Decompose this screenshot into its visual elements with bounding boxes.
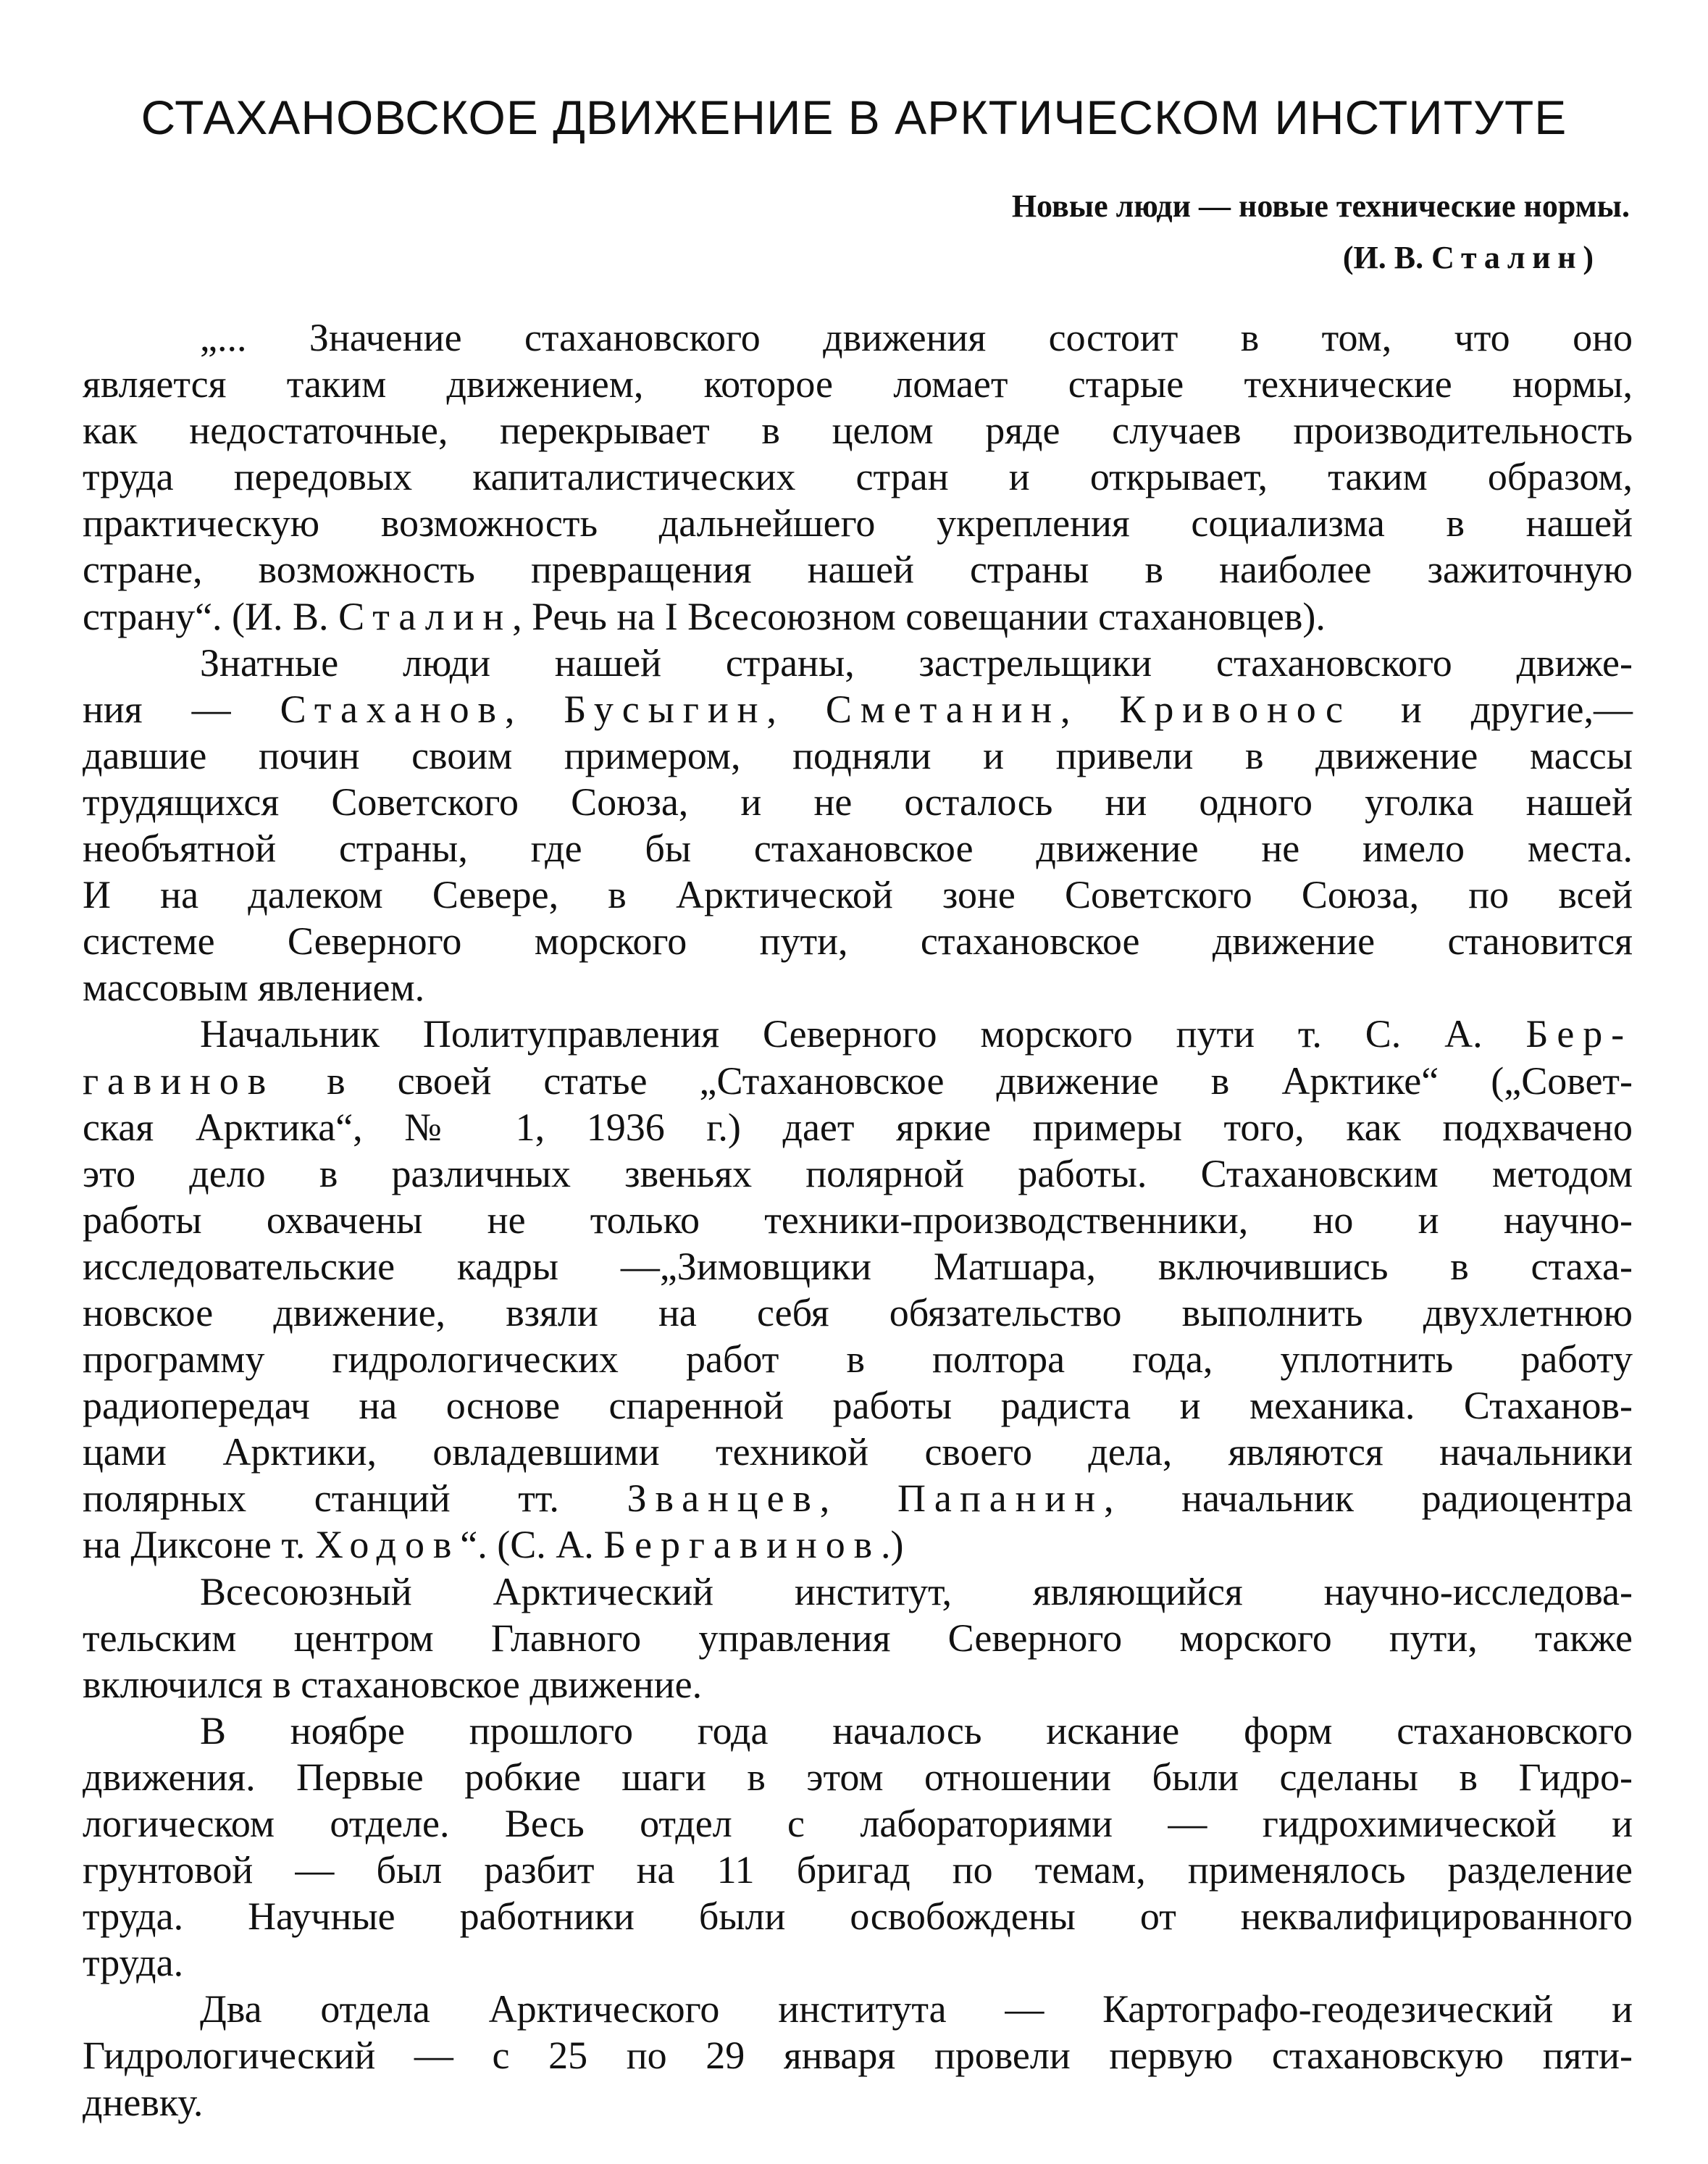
text-segment: ,: [1060, 687, 1120, 731]
text-segment: Начальник Политуправления Северного морского пути т. С. А.: [200, 1012, 1526, 1056]
text-segment: Два отдела Арктического института — Картографо-геодезический и: [200, 1987, 1633, 2031]
text-line: [83, 1382, 1633, 1429]
emphasized-text: Бусыгин: [564, 687, 767, 731]
text-line: [83, 1058, 1633, 1104]
text-line: [83, 1847, 1633, 1893]
text-segment: В ноябре прошлого года началось искание форм стахановского: [200, 1708, 1633, 1752]
text-segment: массовым явлением.: [83, 966, 425, 1010]
text-segment: „... Значение стахановского движения состоит в том, что оно: [200, 316, 1633, 359]
text-line: [83, 1568, 1633, 1615]
text-segment: тельским центром Главного управления Северного морского пути, также: [83, 1616, 1633, 1660]
emphasized-text: Ходов: [314, 1523, 461, 1567]
emphasized-text: Сметанин: [825, 687, 1061, 731]
text-segment: ,: [504, 687, 564, 731]
text-segment: является таким движением, которое ломает старые технические нормы,: [83, 362, 1633, 406]
text-segment: и другие,—: [1351, 687, 1633, 731]
text-segment: страну“. (И. В.: [83, 594, 339, 638]
emphasized-text: Папанин: [897, 1476, 1104, 1521]
text-segment: Знатные люди нашей страны, застрельщики стахановского движе-: [200, 640, 1633, 685]
text-line: [83, 1754, 1633, 1800]
text-segment: грунтовой — был разбит на 11 бригад по темам, применялось разделение: [83, 1848, 1633, 1892]
text-segment: Всесоюзный Арктический институт, являющийся научно-исследова-: [200, 1569, 1633, 1613]
text-line: [83, 872, 1633, 918]
text-line: [83, 361, 1633, 407]
epigraph-quote: Новые люди — новые технические нормы.: [1011, 188, 1630, 224]
text-segment: , начальник радиоцентра: [1103, 1476, 1633, 1521]
text-segment: исследовательские кадры —„Зимовщики Матшара, включившись в стаха-: [83, 1244, 1633, 1288]
text-line: [83, 1800, 1633, 1847]
emphasized-text: Стаханов: [280, 687, 505, 731]
text-line: [83, 640, 1633, 686]
text-line: [83, 825, 1633, 872]
text-segment: программу гидрологических работ в полтора года, уплотнить работу: [83, 1337, 1633, 1382]
paragraph: [83, 640, 1633, 1011]
text-segment: , Речь на I Всесоюзном совещании стахановцев).: [512, 594, 1326, 638]
text-line: [83, 1615, 1633, 1661]
paragraph: [83, 1568, 1633, 1708]
text-segment: новское движение, взяли на себя обязательство выполнить двухлетнюю: [83, 1290, 1633, 1334]
text-line: [83, 1986, 1633, 2032]
text-line: [83, 1661, 1633, 1708]
text-line: [83, 779, 1633, 825]
text-line: [83, 593, 1633, 640]
paragraph: [83, 314, 1633, 640]
text-line: [83, 2079, 1633, 2126]
paragraph: [83, 1011, 1633, 1568]
text-line: [83, 1708, 1633, 1754]
text-segment: труда.: [83, 1941, 184, 1985]
paragraph: [83, 1708, 1633, 1987]
text-segment: ,: [819, 1476, 897, 1521]
text-line: [83, 1243, 1633, 1290]
emphasized-text: гавинов: [83, 1058, 275, 1103]
text-segment: движения. Первые робкие шаги в этом отношении были сделаны в Гидро-: [83, 1755, 1633, 1799]
text-line: [83, 1336, 1633, 1382]
text-segment: радиопередач на основе спаренной работы радиста и механика. Стаханов-: [83, 1384, 1633, 1428]
text-segment: “. (С. А.: [460, 1523, 604, 1567]
text-line: [83, 1939, 1633, 1986]
emphasized-text: Сталин: [338, 594, 513, 638]
text-line: [83, 1150, 1633, 1197]
text-segment: Гидрологический — с 25 по 29 января провели первую стахановскую пяти-: [83, 2034, 1633, 2078]
text-segment: труда передовых капиталистических стран и открывает, таким образом,: [83, 455, 1633, 499]
text-segment: это дело в различных звеньях полярной работы. Стахановским методом: [83, 1151, 1633, 1195]
article-body: [83, 314, 1633, 2126]
text-line: [83, 1290, 1633, 1336]
text-segment: цами Арктики, овладевшими техникой своего дела, являются начальники: [83, 1430, 1633, 1474]
text-line: [83, 1521, 1633, 1568]
text-line: [83, 964, 1633, 1011]
emphasized-text: Сталин: [1431, 240, 1583, 275]
text-segment: необъятной страны, где бы стахановское движение не имело места.: [83, 827, 1633, 871]
text-segment: .): [880, 1523, 904, 1567]
text-line: [83, 546, 1633, 593]
text-line: [83, 454, 1633, 500]
text-segment: на Диксоне т.: [83, 1523, 315, 1567]
text-segment: полярных станций тт.: [83, 1476, 627, 1521]
text-segment: как недостаточные, перекрывает в целом ряде случаев производительность: [83, 409, 1633, 453]
text-segment: логическом отделе. Весь отдел с лабораториями — гидрохимической и: [83, 1802, 1633, 1845]
emphasized-text: Званцев: [627, 1476, 820, 1521]
text-line: [83, 500, 1633, 546]
text-segment: ния —: [83, 687, 280, 731]
text-segment: в своей статье „Стахановское движение в Арктике“ („Совет-: [275, 1058, 1633, 1103]
article-title: СТАХАНОВСКОЕ ДВИЖЕНИЕ В АРКТИЧЕСКОМ ИНСТИТУТЕ: [141, 91, 1567, 144]
emphasized-text: Бергавинов: [603, 1523, 881, 1567]
text-line: [83, 2032, 1633, 2079]
emphasized-text: Кривонос: [1119, 687, 1352, 731]
text-segment: труда. Научные работники были освобождены от неквалифицированного: [83, 1894, 1633, 1939]
text-line: [83, 314, 1633, 361]
text-line: [83, 1104, 1633, 1150]
text-segment: стране, возможность превращения нашей страны в наиболее зажиточную: [83, 548, 1633, 592]
text-segment: И на далеком Севере, в Арктической зоне Советского Союза, по всей: [83, 873, 1633, 917]
text-segment: включился в стахановское движение.: [83, 1662, 703, 1706]
text-segment: давшие почин своим примером, подняли и привели в движение массы: [83, 733, 1633, 777]
text-line: [83, 732, 1633, 779]
text-segment: ,: [766, 687, 826, 731]
text-line: [83, 1429, 1633, 1475]
epigraph-author: [1343, 236, 1594, 280]
emphasized-text: Бер-: [1525, 1012, 1633, 1056]
text-segment: практическую возможность дальнейшего укрепления социализма в нашей: [83, 501, 1633, 546]
text-segment: работы охвачены не только техники-производственники, но и научно-: [83, 1198, 1633, 1242]
text-line: [83, 1893, 1633, 1939]
text-segment: дневку.: [83, 2080, 204, 2124]
text-line: [83, 1475, 1633, 1521]
text-segment: ): [1583, 240, 1594, 275]
text-segment: трудящихся Советского Союза, и не осталось ни одного уголка нашей: [83, 780, 1633, 824]
text-line: [83, 918, 1633, 964]
paragraph: [83, 1986, 1633, 2125]
text-segment: (И. В.: [1342, 240, 1432, 275]
text-line: [83, 686, 1633, 732]
text-segment: системе Северного морского пути, стахановское движение становится: [83, 919, 1633, 964]
text-segment: ская Арктика“, № 1, 1936 г.) дает яркие примеры того, как подхвачено: [83, 1105, 1633, 1149]
text-line: [83, 407, 1633, 454]
text-line: [83, 1011, 1633, 1057]
text-line: [83, 1197, 1633, 1243]
